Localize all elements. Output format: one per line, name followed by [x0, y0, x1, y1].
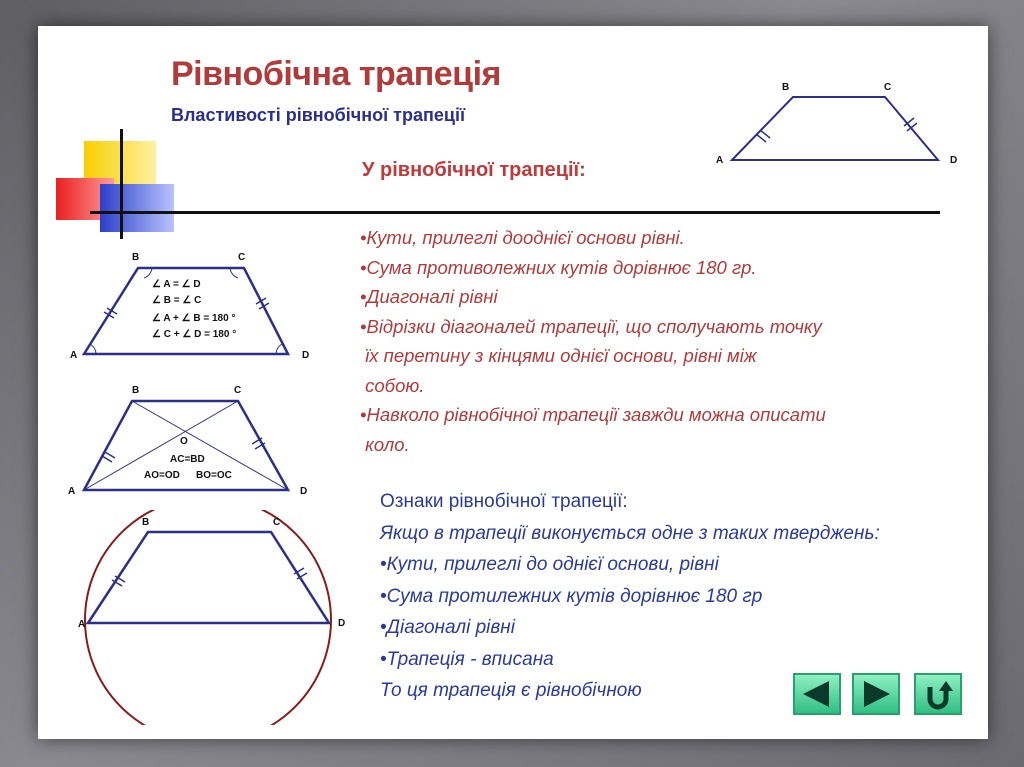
angle-equation: ∠ A + ∠ B = 180 ° — [152, 313, 236, 324]
trapezoid-figure-top — [708, 52, 978, 202]
list-item: •Сума протилежних кутів дорівнює 180 гр — [380, 585, 763, 607]
slide-subtitle: Властивості рівнобічної трапеції — [171, 105, 466, 125]
back-arrow-icon — [795, 675, 839, 713]
list-item: •Кути, прилеглі дооднієї основи рівні. — [360, 227, 685, 248]
list-item: собою. — [360, 374, 425, 396]
list-item: •Діагоналі рівні — [380, 617, 515, 638]
vertex-label-c: C — [234, 385, 242, 396]
back-button[interactable] — [793, 673, 841, 715]
vertex-label-b: B — [782, 82, 790, 93]
trapezoid-angles-figure — [66, 248, 336, 368]
list-item: •Трапеція - вписана — [380, 648, 554, 670]
signs-intro: Якщо в трапеції виконується одне з таких тверджень: — [380, 522, 880, 544]
vertex-label-c: C — [238, 252, 246, 263]
vertex-label-d: D — [300, 486, 308, 497]
properties-list — [360, 223, 880, 459]
vertex-label-c: C — [273, 517, 281, 528]
list-item: коло. — [360, 433, 410, 455]
horizontal-rule — [90, 211, 940, 214]
diagonal-equation: AO=OD — [144, 470, 180, 481]
vertical-rule — [120, 129, 123, 239]
list-item: •Навколо рівнобічної трапеції завжди можна описати — [360, 404, 826, 425]
properties-heading: У рівнобічної трапеції: — [362, 159, 586, 181]
slide-title: Рівнобічна трапеція — [171, 55, 501, 93]
angle-equation: ∠ C + ∠ D = 180 ° — [152, 329, 237, 340]
vertex-label-b: B — [132, 252, 140, 263]
forward-arrow-icon — [854, 675, 898, 713]
angle-equation: ∠ A = ∠ D — [152, 279, 201, 290]
vertex-label-a: A — [70, 350, 78, 361]
blue-square — [100, 184, 174, 232]
diagonal-equation: BO=OC — [196, 470, 232, 481]
signs-heading: Ознаки рівнобічної трапеції: — [380, 491, 628, 512]
list-item: •Кути, прилеглі до однієї основи, рівні — [380, 554, 719, 575]
signs-conclusion: То ця трапеція є рівнобічною — [380, 680, 642, 701]
list-item: •Диагоналі рівні — [360, 286, 498, 307]
vertex-label-a: A — [78, 619, 86, 630]
trapezoid-diagonals-figure — [66, 384, 336, 504]
vertex-label-d: D — [338, 618, 346, 629]
list-item: •Відрізки діагоналей трапеції, що сполучають точку — [360, 315, 822, 337]
vertex-label-a: A — [68, 486, 76, 497]
list-item: •Сума противолежних кутів дорівнює 180 гр. — [360, 256, 757, 278]
vertex-label-b: B — [142, 517, 150, 528]
intersection-label-o: O — [180, 436, 188, 447]
forward-button[interactable] — [852, 673, 900, 715]
list-item: їх перетину з кінцями однієї основи, рівні між — [360, 345, 757, 366]
slide — [38, 26, 988, 739]
return-arrow-icon — [916, 675, 960, 713]
vertex-label-a: A — [716, 155, 724, 166]
inscribed-trapezoid-figure — [66, 510, 346, 725]
return-button[interactable] — [914, 673, 962, 715]
vertex-label-b: B — [132, 385, 140, 396]
vertex-label-d: D — [302, 350, 310, 361]
vertex-label-d: D — [950, 155, 958, 166]
angle-equation: ∠ B = ∠ C — [152, 295, 202, 306]
diagonal-equation: AC=BD — [170, 454, 205, 465]
vertex-label-c: C — [884, 82, 892, 93]
